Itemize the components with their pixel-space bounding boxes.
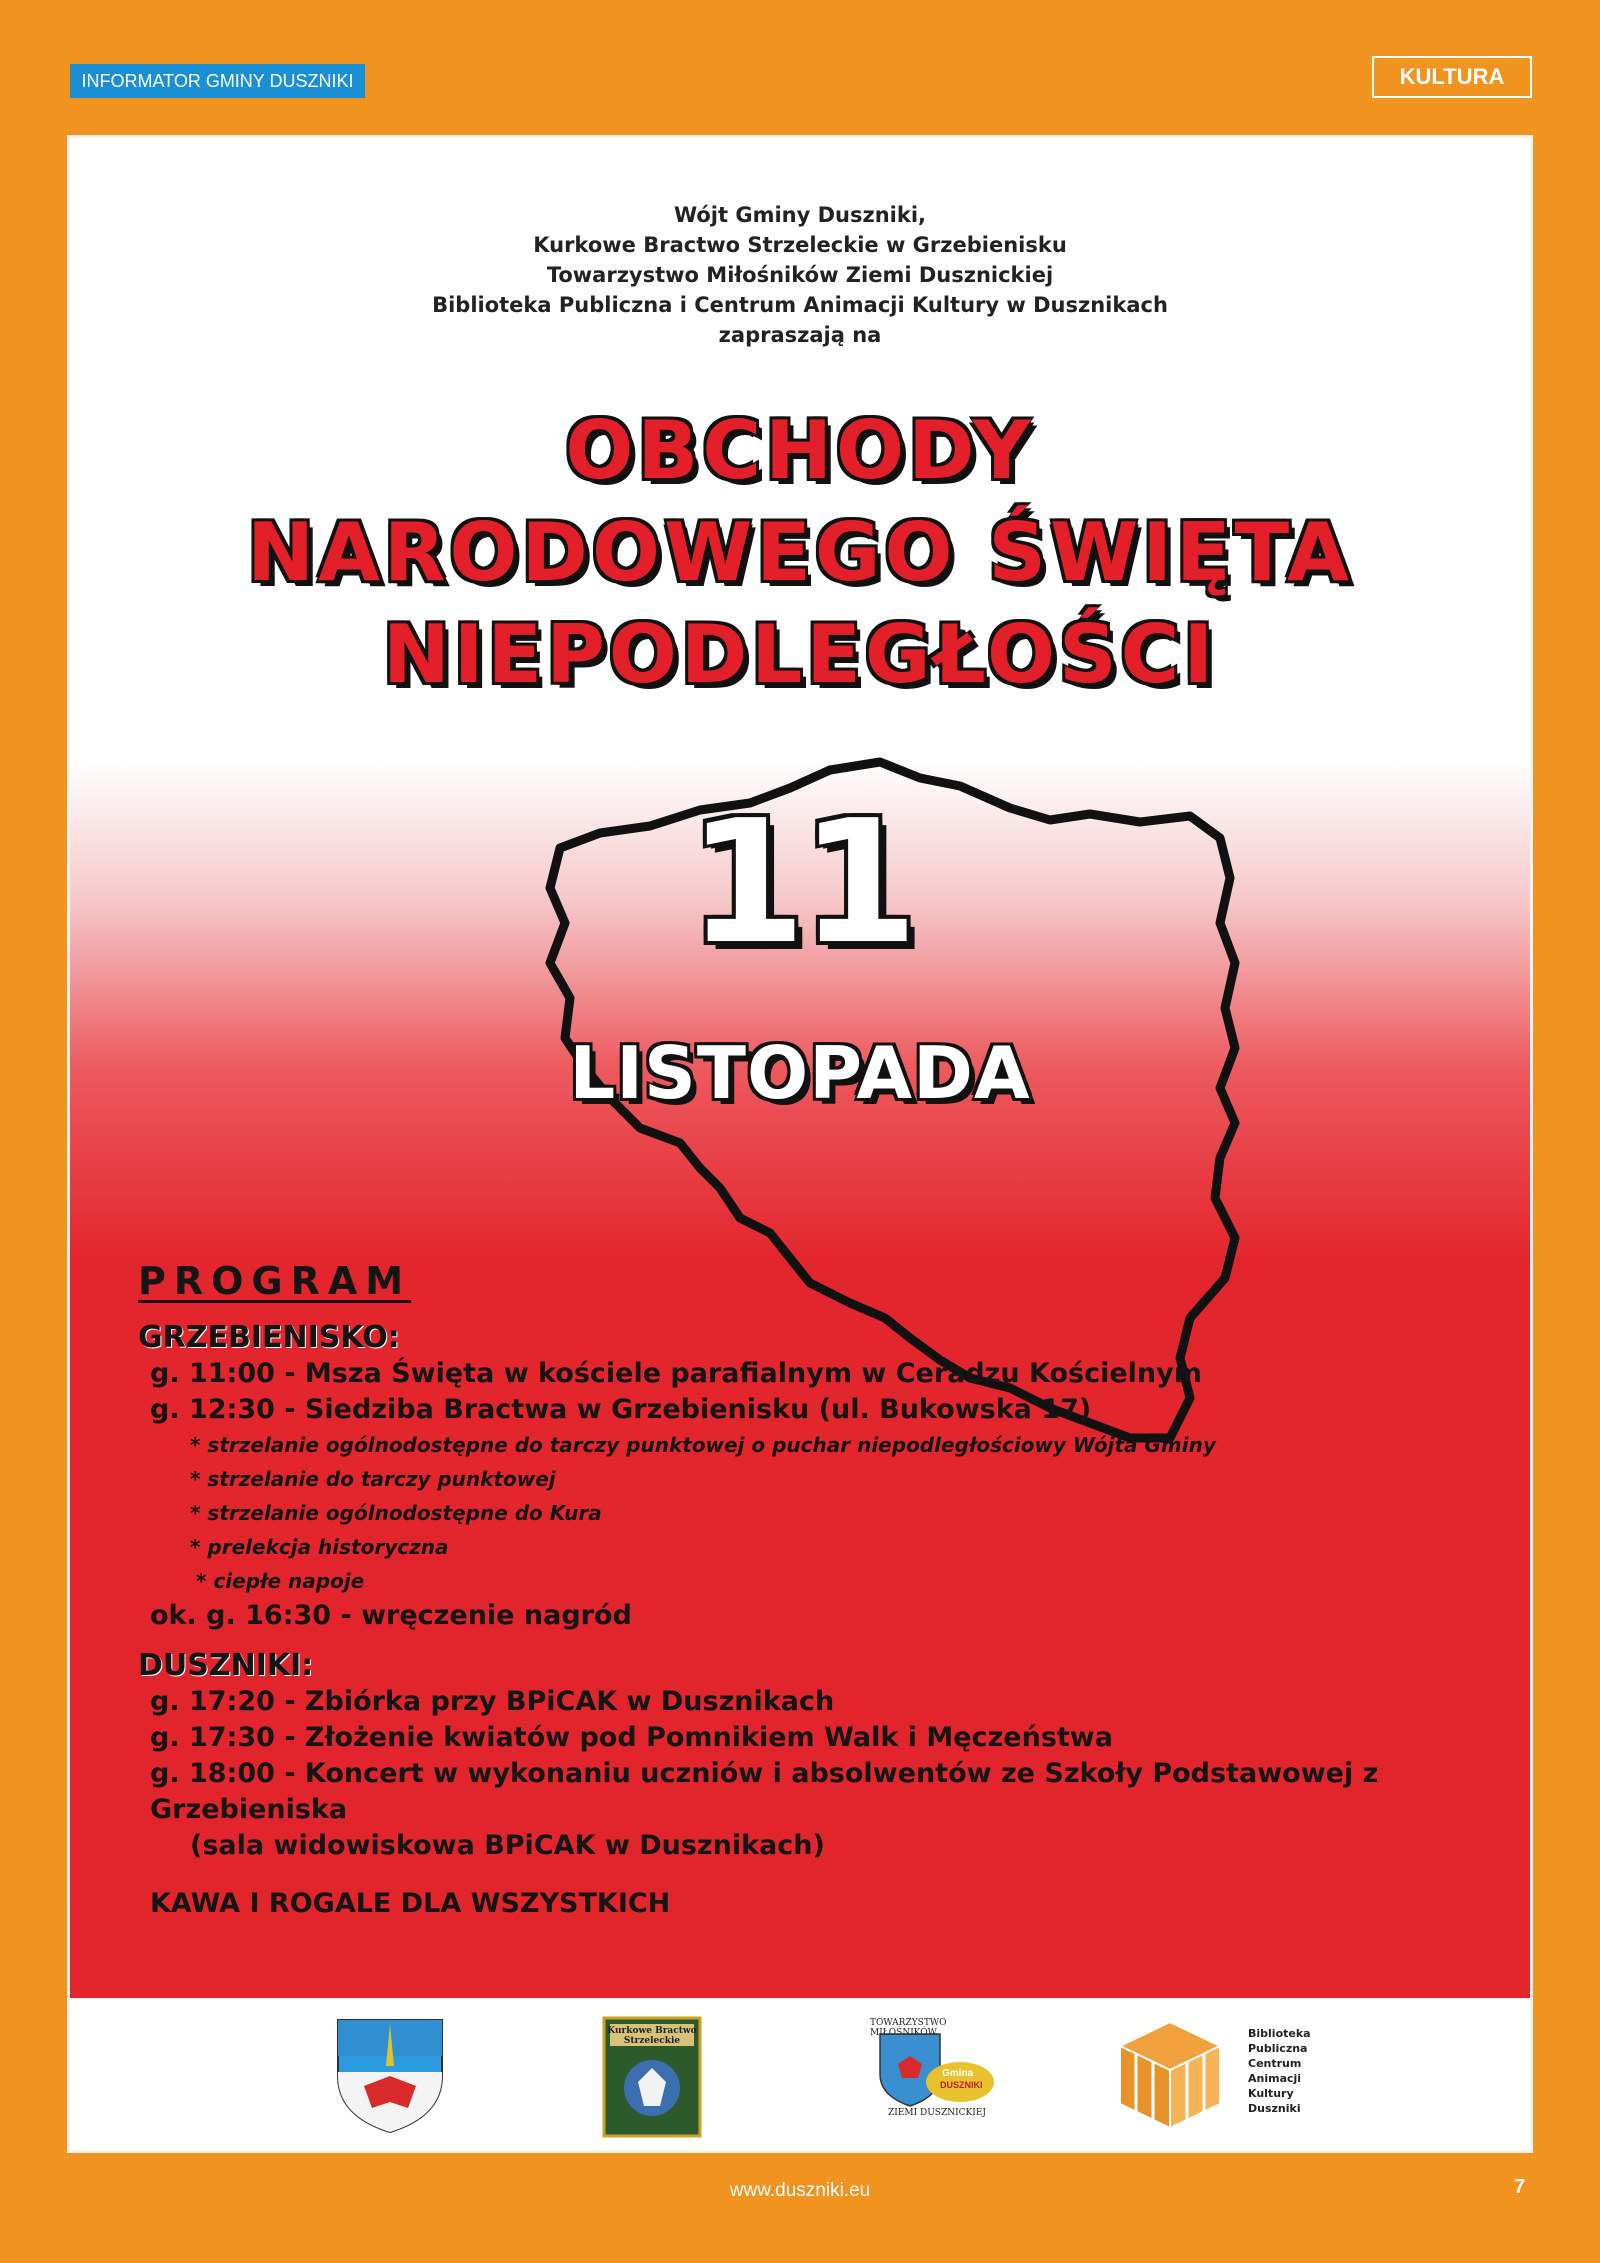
organizer-line: Towarzystwo Miłośników Ziemi Dusznickiej — [546, 263, 1054, 287]
schedule-item: (sala widowiskowa BPiCAK w Dusznikach) — [190, 1830, 825, 1861]
tmzd-logo-top: TOWARZYSTWO MIŁOŚNIKÓW — [870, 2018, 947, 2038]
organizer-line: Wójt Gminy Duszniki, — [673, 203, 927, 227]
title-line-2: NARODOWEGO ŚWIĘTA — [247, 506, 1353, 599]
organizer-line: Kurkowe Bractwo Strzeleckie w Grzebienisku — [533, 233, 1067, 257]
page-number: 7 — [1514, 2176, 1526, 2198]
organizers-block — [70, 200, 1530, 350]
schedule-subitem: * ciepłe napoje — [196, 1569, 365, 1593]
library-logo-line: Biblioteka — [1248, 2027, 1311, 2040]
date-day: 11 — [687, 784, 913, 982]
schedule-subitem: * strzelanie ogólnodostępne do tarczy punktowej o puchar niepodległościowy Wójta Gminy — [190, 1433, 1216, 1457]
schedule-item: g. 12:30 - Siedziba Bractwa w Grzebienisku (ul. Bukowska 17) — [150, 1394, 1092, 1425]
website-link[interactable]: www.duszniki.eu — [729, 2180, 871, 2201]
title-line-3: NIEPODLEGŁOŚCI — [382, 608, 1218, 701]
organizer-line: Biblioteka Publiczna i Centrum Animacji Kultury w Dusznikach — [432, 293, 1168, 317]
library-logo-line: Centrum — [1248, 2057, 1302, 2070]
bractwo-logo-line: Strzeleckie — [623, 2036, 681, 2046]
logos-strip — [70, 1998, 1530, 2150]
event-title — [70, 400, 1530, 706]
tmzd-logo-duszniki: DUSZNIKI — [940, 2080, 983, 2090]
schedule-item: g. 11:00 - Msza Święta w kościele parafialnym w Ceradzu Kościelnym — [150, 1358, 1202, 1389]
schedule-item: ok. g. 16:30 - wręczenie nagród — [150, 1600, 632, 1631]
section-tag: KULTURA — [1372, 56, 1532, 98]
schedule-item: g. 17:30 - Złożenie kwiatów pod Pomnikiem Walk i Męczeństwa — [150, 1722, 1113, 1753]
library-cube-logo — [1100, 2016, 1240, 2134]
library-logo-line: Kultury — [1248, 2087, 1294, 2100]
schedule-subitem: * strzelanie ogólnodostępne do Kura — [190, 1501, 602, 1525]
bractwo-logo-line: Kurkowe Bractwo — [607, 2026, 697, 2036]
tmzd-logo-gmina: Gmina — [942, 2068, 974, 2079]
bractwo-logo-text — [602, 2026, 702, 2046]
library-logo-line: Duszniki — [1248, 2102, 1301, 2115]
tmzd-logo-bottom: ZIEMI DUSZNICKIEJ — [888, 2108, 987, 2118]
gmina-duszniki-coat-of-arms-logo — [334, 2016, 446, 2136]
title-line-1: OBCHODY — [565, 404, 1035, 497]
program-heading: PROGRAM — [138, 1259, 412, 1303]
place-grzebienisko: GRZEBIENISKO: — [138, 1320, 400, 1355]
refreshments-note: KAWA I ROGALE DLA WSZYSTKICH — [150, 1888, 671, 1919]
place-duszniki: DUSZNIKI: — [138, 1648, 314, 1683]
event-poster — [70, 138, 1530, 2150]
library-logo-line: Publiczna — [1248, 2042, 1308, 2055]
schedule-subitem: * strzelanie do tarczy punktowej — [190, 1467, 556, 1491]
schedule-item: g. 17:20 - Zbiórka przy BPiCAK w Dusznikach — [150, 1686, 835, 1717]
schedule-subitem: * prelekcja historyczna — [190, 1535, 449, 1559]
date-month: LISTOPADA — [569, 1031, 1031, 1115]
invite-line: zapraszają na — [718, 323, 882, 347]
schedule-item: g. 18:00 - Koncert w wykonaniu uczniów i absolwentów ze Szkoły Podstawowej z Grzebieniska — [150, 1758, 1379, 1825]
publication-tag: INFORMATOR GMINY DUSZNIKI — [70, 64, 365, 98]
program-section — [138, 1256, 1478, 1922]
library-logo-text — [1248, 2026, 1311, 2116]
library-logo-line: Animacji — [1248, 2072, 1302, 2085]
